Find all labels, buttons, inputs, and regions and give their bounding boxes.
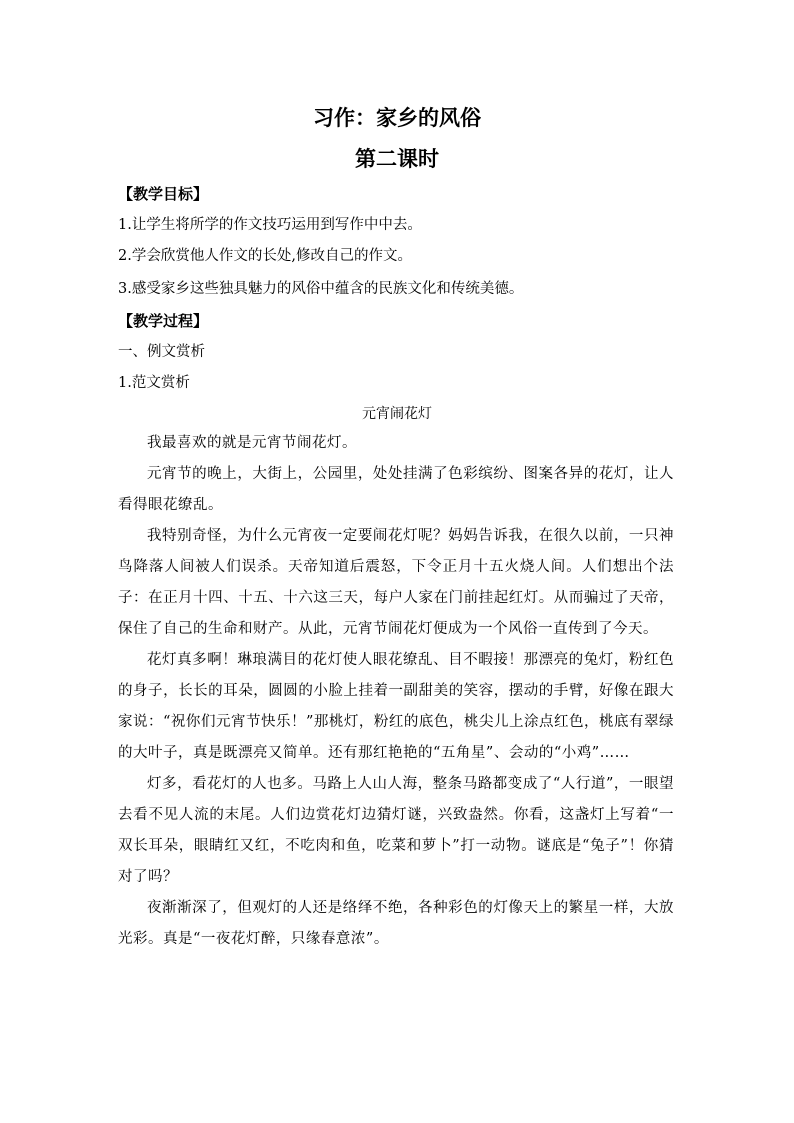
essay-paragraph: 夜渐渐深了，但观灯的人还是络绎不绝，各种彩色的灯像天上的繁星一样，大放光彩。真是“一夜花灯醉，只缘春意浓”。 <box>118 900 674 947</box>
objectives-heading: 【教学目标】 <box>118 185 209 203</box>
document-subtitle: 第二课时 <box>355 147 439 171</box>
document-title: 习作：家乡的风俗 <box>313 106 481 130</box>
objective-item-2: 2.学会欣赏他人作文的长处,修改自己的作文。 <box>118 248 412 264</box>
objective-item-1: 1.让学生将所学的作文技巧运用到写作中中去。 <box>118 217 422 233</box>
essay-paragraph: 元宵节的晚上，大街上，公园里，处处挂满了色彩缤纷、图案各异的花灯，让人看得眼花缭乱。 <box>118 466 674 513</box>
essay-paragraph: 我特别奇怪，为什么元宵夜一定要闹花灯呢？妈妈告诉我，在很久以前，一只神鸟降落人间被人们误杀。天帝知道后震怒，下令正月十五火烧人间。人们想出个法子：在正月十四、十五、十六这三天，每户人家在门前挂起红灯。从而骗过了天帝，保住了自己的生命和财产。从此，元宵节闹花灯便成为一个风俗一直传到了今天。 <box>118 528 674 637</box>
essay-paragraph: 花灯真多啊！琳琅满目的花灯使人眼花缭乱、目不暇接！那漂亮的兔灯，粉红色的身子，长长的耳朵，圆圆的小脸上挂着一副甜美的笑容，摆动的手臂，好像在跟大家说：“祝你们元宵节快乐！”那桃灯，粉红的底色，桃尖儿上涂点红色，桃底有翠绿的大叶子，真是既漂亮又简单。还有那红艳艳的“五角星”、会动的“小鸡”…… <box>118 652 674 761</box>
essay-title: 元宵闹花灯 <box>362 406 432 422</box>
objective-item-3: 3.感受家乡这些独具魅力的风俗中蕴含的民族文化和传统美德。 <box>118 281 524 297</box>
subsection-heading: 1.范文赏析 <box>118 375 190 391</box>
process-heading: 【教学过程】 <box>118 312 209 330</box>
section-heading: 一、例文赏析 <box>118 344 205 360</box>
essay-paragraph: 灯多，看花灯的人也多。马路上人山人海，整条马路都变成了“人行道”，一眼望去看不见人流的末尾。人们边赏花灯边猜灯谜，兴致盎然。你看，这盏灯上写着“一双长耳朵，眼睛红又红，不吃肉和鱼，吃菜和萝卜”打一动物。谜底是“兔子”！你猜对了吗？ <box>118 776 674 885</box>
essay-paragraph: 我最喜欢的就是元宵节闹花灯。 <box>147 435 357 451</box>
essay-body <box>118 428 674 955</box>
